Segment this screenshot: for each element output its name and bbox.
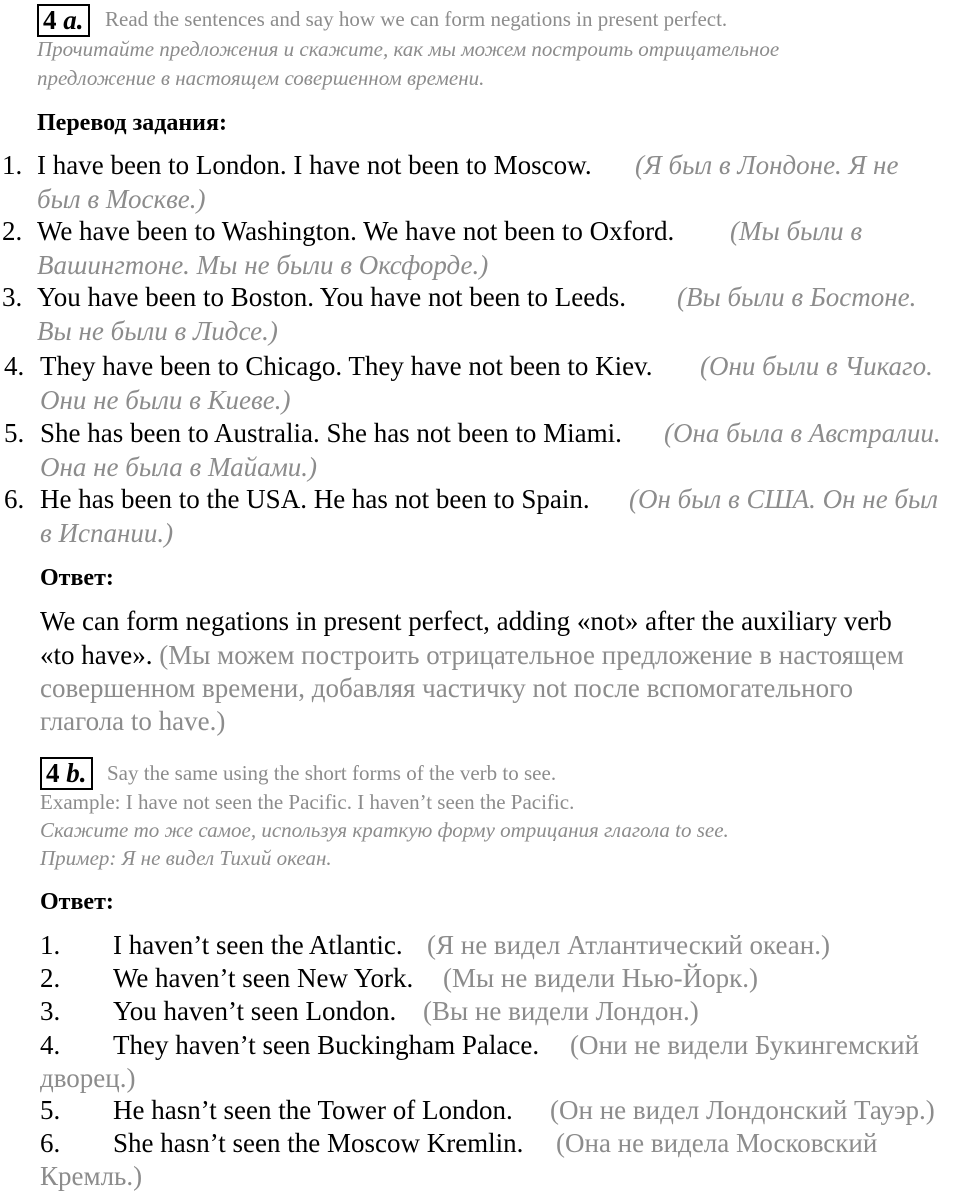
item-translation: (Они не видели Букингемский [570,1030,920,1060]
task-4b-example-ru: Пример: Я не видел Тихий океан. [40,846,332,870]
item-translation: (Он не видел Лондонский Тауэр.) [550,1095,935,1125]
item-number: 4. [40,1030,61,1060]
translation-heading: Перевод задания: [37,110,227,136]
item-number: 4. [4,351,25,381]
badge-letter: b. [66,758,87,788]
item-translation: (Я не видел Атлантический океан.) [427,930,830,960]
item-number: 1. [40,930,61,960]
answer-4a-line-1: We can form negations in present perfect, adding «not» after the auxiliary verb [40,606,892,636]
item-number: 6. [4,484,25,514]
item-translation: (Мы были в [730,216,863,246]
task-4a-instruction-ru-1: Прочитайте предложения и скажите, как мы можем построить отрицательное [37,37,780,61]
item-translation: (Я был в Лондоне. Я не [635,150,899,180]
task-4b-instruction-ru: Скажите то же самое, используя краткую форму отрицания глагола to see. [40,818,729,842]
item-translation-cont: был в Москве.) [37,184,206,214]
task-4b-example-en: Example: I have not seen the Pacific. I haven’t seen the Pacific. [40,790,575,814]
item-text-en: She has been to Australia. She has not been to Miami. [40,418,622,448]
answer-heading-4b: Ответ: [40,889,114,915]
item-translation: (Он был в США. Он не был [629,484,939,514]
task-4b-instruction-en: Say the same using the short forms of the verb to see. [107,761,557,785]
item-number: 5. [4,418,25,448]
item-translation: (Вы не видели Лондон.) [423,996,699,1026]
item-number: 6. [40,1128,61,1158]
badge-number: 4 [46,758,60,788]
item-text-en: I haven’t seen the Atlantic. [113,930,403,960]
item-translation-cont: дворец.) [40,1063,136,1093]
item-translation-cont: Вашингтоне. Мы не были в Оксфорде.) [37,250,489,280]
item-text-en: She hasn’t seen the Moscow Kremlin. [113,1128,524,1158]
item-translation: (Они были в Чикаго. [700,351,933,381]
item-text-en: I have been to London. I have not been to Moscow. [37,150,592,180]
item-number: 3. [2,282,23,312]
task-4b-badge [40,757,93,790]
item-text-en: You have been to Boston. You have not been to Leeds. [37,282,626,312]
badge-letter: a. [63,5,84,35]
item-text-en: We have been to Washington. We have not been to Oxford. [37,216,675,246]
item-text-en: He hasn’t seen the Tower of London. [113,1095,513,1125]
item-translation: (Она не видела Московский [556,1128,878,1158]
item-translation-cont: в Испании.) [40,518,174,548]
answer-4a-line-4: глагола to have.) [40,706,226,736]
task-4a-instruction-en: Read the sentences and say how we can form negations in present perfect. [105,7,728,31]
badge-number: 4 [43,5,57,35]
item-text-en: We haven’t seen New York. [113,963,414,993]
item-translation-cont: Они не были в Киеве.) [40,385,291,415]
task-4a-badge [37,4,90,37]
item-translation: (Она была в Австралии. [664,418,941,448]
item-text-en: He has been to the USA. He has not been to Spain. [40,484,590,514]
item-translation-cont: Вы не были в Лидсе.) [37,316,278,346]
item-text-en: They have been to Chicago. They have not been to Kiev. [40,351,653,381]
item-number: 1. [2,150,23,180]
answer-4a-line-3: совершенном времени, добавляя частичку not после вспомогательного [40,673,853,703]
item-text-en: You haven’t seen London. [113,996,397,1026]
item-translation-cont: Она не была в Майами.) [40,452,318,482]
item-translation: (Вы были в Бостоне. [677,282,917,312]
answer-4a-ru-start: (Мы можем построить отрицательное предложение в настоящем [159,640,904,670]
item-number: 2. [2,216,23,246]
task-4a-instruction-ru-2: предложение в настоящем совершенном времени. [37,66,485,90]
answer-4a-en-tail: «to have». [40,640,153,670]
item-number: 3. [40,996,61,1026]
answer-heading-4a: Ответ: [40,565,114,591]
item-number: 2. [40,963,61,993]
item-translation: (Мы не видели Нью-Йорк.) [443,963,758,993]
item-text-en: They haven’t seen Buckingham Palace. [113,1030,540,1060]
item-number: 5. [40,1095,61,1125]
item-translation-cont: Кремль.) [40,1161,143,1191]
answer-4a-line-2 [40,640,904,671]
